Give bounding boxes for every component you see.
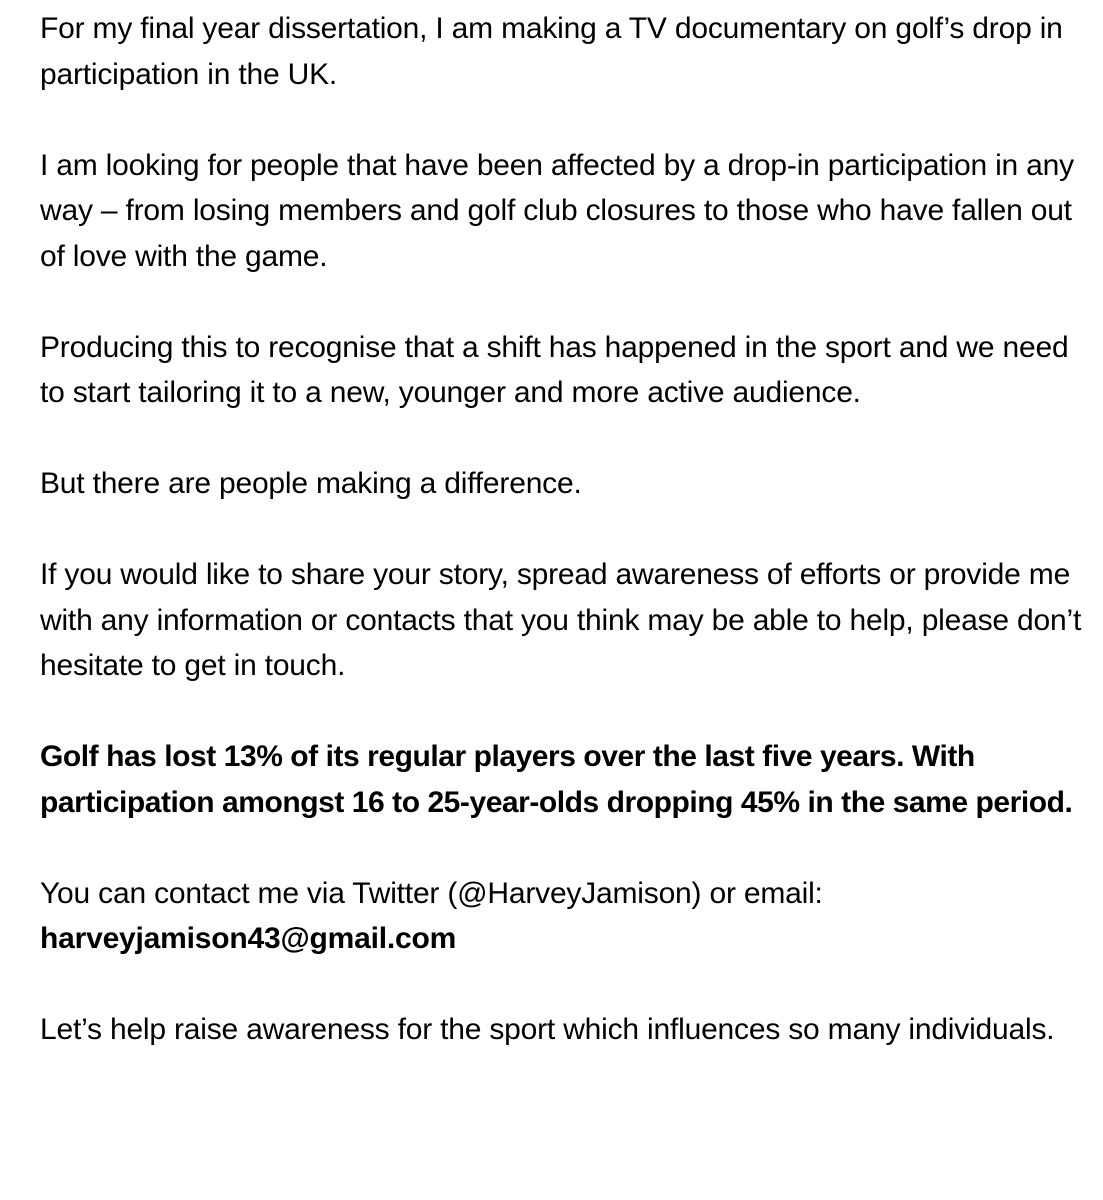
paragraph-purpose: Producing this to recognise that a shift has happened in the sport and we need to start tailoring it to a new, younger and more active audience.	[40, 330, 1069, 409]
paragraph-difference: But there are people making a difference.	[40, 467, 582, 500]
contact-text: You can contact me via Twitter (@HarveyJamison) or email:	[40, 876, 823, 910]
paragraph-closing: Let’s help raise awareness for the sport which influences so many individuals.	[40, 1013, 1055, 1046]
paragraph-looking-for-people: I am looking for people that have been affected by a drop-in participation in any way – from losing members and golf club closures to those who have fallen out of love with the game.	[40, 148, 1074, 273]
paragraph-share-story: If you would like to share your story, spread awareness of efforts or provide me with any information or contacts that you think may be able to help, please don’t hesitate to get in touch.	[40, 558, 1082, 682]
document-body	[40, 6, 1090, 1053]
paragraph-statistics: Golf has lost 13% of its regular players over the last five years. With participation amongst 16 to 25-year-olds dropping 45% in the same period.	[40, 740, 1073, 819]
paragraph-intro: For my final year dissertation, I am making a TV documentary on golf’s drop in participation in the UK.	[40, 12, 1063, 91]
contact-email: harveyjamison43@gmail.com	[40, 922, 457, 955]
paragraph-contact	[40, 871, 1090, 962]
